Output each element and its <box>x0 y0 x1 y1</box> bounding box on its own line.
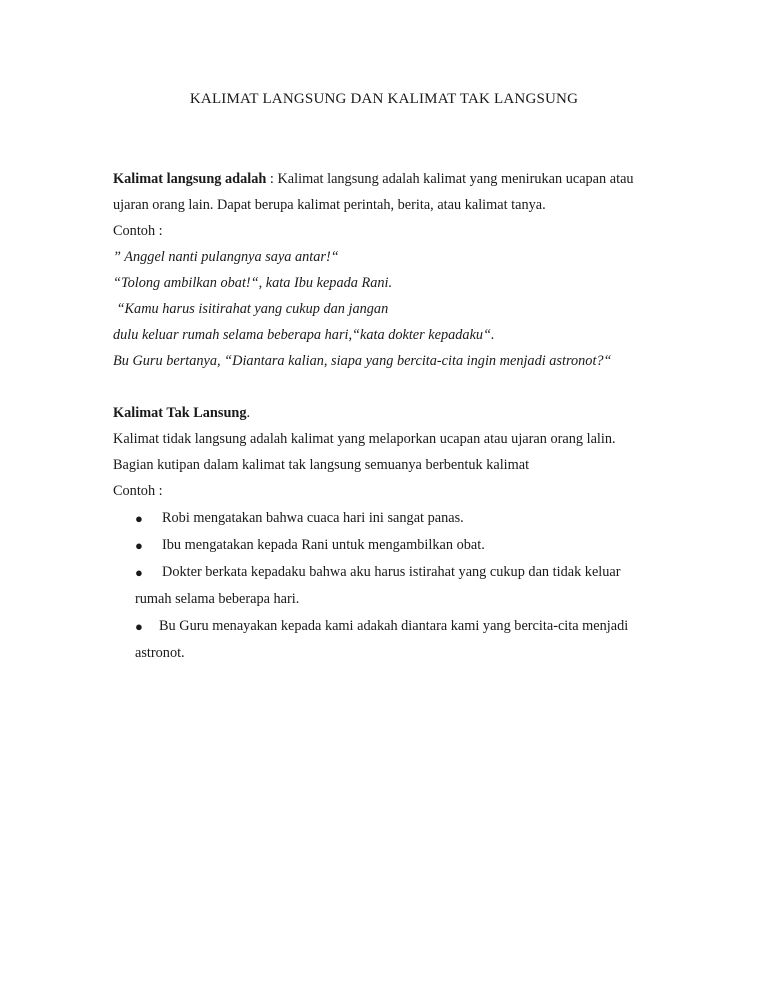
list-item-text: Dokter berkata kepadaku bahwa aku harus istirahat yang cukup dan tidak keluar <box>162 564 621 580</box>
section1-heading: Kalimat langsung adalah <box>113 171 267 187</box>
list-item <box>113 559 673 586</box>
document-title: KALIMAT LANGSUNG DAN KALIMAT TAK LANGSUNG <box>189 91 579 107</box>
list-item-text: astronot. <box>135 645 185 661</box>
section1-intro-line <box>113 166 673 192</box>
list-item-text: rumah selama beberapa hari. <box>135 591 300 607</box>
section2-contoh-label: Contoh : <box>113 483 163 499</box>
list-item-continuation <box>113 640 673 667</box>
example-sentence: Bu Guru bertanya, “Diantara kalian, siapa yang bercita-cita ingin menjadi astronot?“ <box>113 353 612 369</box>
section2-heading-suffix: . <box>246 405 251 421</box>
bullet-icon: ● <box>135 565 143 580</box>
bullet-icon: ● <box>135 511 143 526</box>
bullet-list <box>113 505 673 667</box>
list-item <box>113 613 673 640</box>
section1-contoh-label: Contoh : <box>113 223 163 239</box>
example-sentence: ” Anggel nanti pulangnya saya antar!“ <box>113 249 339 265</box>
example-sentence: dulu keluar rumah selama beberapa hari,“kata dokter kepadaku“. <box>113 327 495 343</box>
example-sentence: “Tolong ambilkan obat!“, kata Ibu kepada Rani. <box>113 275 393 291</box>
section-kalimat-tak-langsung <box>113 400 673 504</box>
bullet-icon: ● <box>135 619 143 634</box>
section2-line1: Kalimat tidak langsung adalah kalimat yang melaporkan ucapan atau ujaran orang lalin. <box>113 431 616 447</box>
section2-line2: Bagian kutipan dalam kalimat tak langsung semuanya berbentuk kalimat <box>113 457 530 473</box>
list-item <box>113 532 673 559</box>
section-kalimat-langsung <box>113 166 673 374</box>
section1-intro-line2: ujaran orang lain. Dapat berupa kalimat perintah, berita, atau kalimat tanya. <box>113 197 546 213</box>
list-item-text: Ibu mengatakan kepada Rani untuk mengambilkan obat. <box>162 537 485 553</box>
section1-intro-text: : Kalimat langsung adalah kalimat yang menirukan ucapan atau <box>266 171 634 187</box>
section2-heading: Kalimat Tak Lansung <box>113 405 247 421</box>
list-item-text: Robi mengatakan bahwa cuaca hari ini sangat panas. <box>162 510 464 526</box>
bullet-icon: ● <box>135 538 143 553</box>
section2-heading-line <box>113 400 673 426</box>
example-sentence: “Kamu harus isitirahat yang cukup dan jangan <box>113 301 389 317</box>
list-item-continuation <box>113 586 673 613</box>
list-item <box>113 505 673 532</box>
list-item-text: Bu Guru menayakan kepada kami adakah diantara kami yang bercita-cita menjadi <box>159 618 629 634</box>
